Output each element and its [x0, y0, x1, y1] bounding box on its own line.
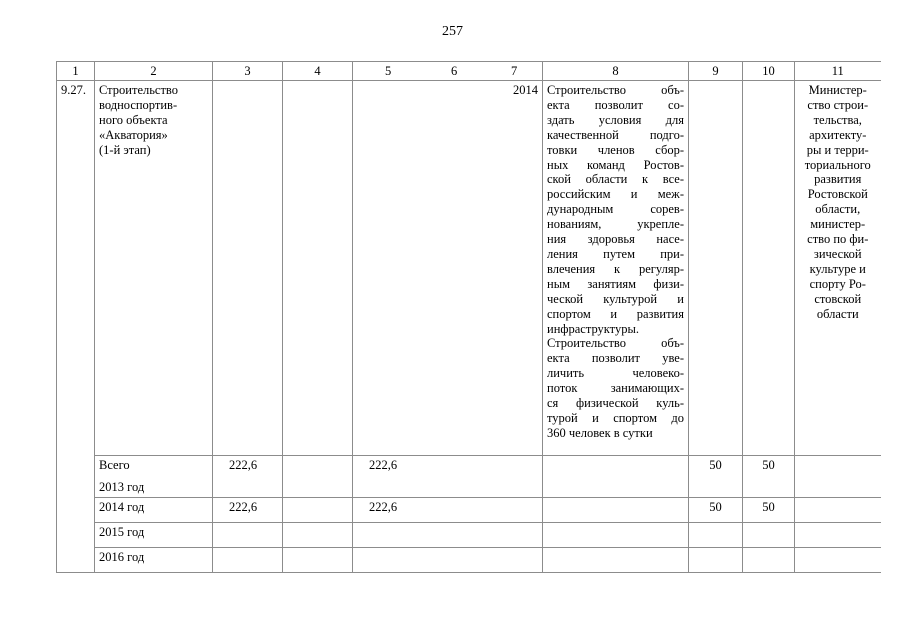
executor-line: Министер-: [808, 83, 867, 97]
expected-result-line: ской области к все-: [547, 172, 684, 187]
cell-c4: [283, 81, 353, 456]
y2014-c5: 222,6: [353, 497, 543, 522]
col-header-11: 11: [795, 62, 881, 81]
total-c4: [283, 456, 353, 498]
expected-result-line: личить человеко-: [547, 366, 684, 381]
y2015-c4: [283, 522, 353, 547]
y2014-c8: [543, 497, 689, 522]
y2015-c9: [689, 522, 743, 547]
y2016-c10: [743, 547, 795, 572]
expected-result-line: спортом и развития: [547, 306, 684, 321]
year-label-2015: 2015 год: [95, 522, 213, 547]
expected-result-line: влечения к регуляр-: [547, 261, 684, 276]
col-header-4: 4: [283, 62, 353, 81]
y2015-c11: [795, 522, 881, 547]
y2016-c4: [283, 547, 353, 572]
activity-name-line: ного объекта: [99, 112, 168, 127]
expected-result-line: ления путем при-: [547, 246, 684, 261]
y2015-c5: [353, 522, 543, 547]
y2016-c5: [353, 547, 543, 572]
activity-name-line: Строительство: [99, 83, 179, 97]
col-header-2: 2: [95, 62, 213, 81]
cell-c5-7: [353, 81, 543, 456]
expected-result-line: ным занятиям физи-: [547, 276, 684, 291]
finance-row-2016: [57, 547, 881, 572]
expected-result-line: поток занимающих-: [547, 381, 684, 396]
executor-line: архитекту-: [809, 127, 867, 142]
expected-result-line: ческой культурой и: [547, 291, 684, 306]
expected-result-line: 360 человек в сутки: [547, 425, 653, 440]
expected-result-line: турой и спортом до: [547, 410, 684, 425]
expected-result-line: ния здоровья насе-: [547, 232, 684, 247]
activity-row: [57, 81, 881, 456]
col-header-5: 5: [385, 64, 392, 78]
y2014-c9: 50: [689, 497, 743, 522]
expected-result-line: екта позволит уве-: [547, 351, 684, 366]
y2016-c8: [543, 547, 689, 572]
total-c9: 50: [689, 456, 743, 498]
activity-name-line: водноспортив-: [99, 97, 178, 112]
col-header-10: 10: [743, 62, 795, 81]
program-table: [56, 61, 881, 573]
total-c11: [795, 456, 881, 498]
col-header-8: 8: [543, 62, 689, 81]
expected-result-line: товки членов сбор-: [547, 142, 684, 157]
expected-result-line: российским и меж-: [547, 187, 684, 202]
expected-result-line: Строительство объ-: [547, 336, 684, 351]
executor-line: спорту Ро-: [809, 276, 866, 291]
expected-result-line: нованиям, укрепле-: [547, 217, 684, 232]
finance-row-2015: [57, 522, 881, 547]
total-c8: [543, 456, 689, 498]
executor-line: ство по фи-: [807, 232, 869, 247]
total-c5: 222,6: [353, 456, 543, 498]
y2014-c3: 222,6: [213, 497, 283, 522]
y2015-c3: [213, 522, 283, 547]
activity-name-line: (1-й этап): [99, 142, 151, 157]
year-label-2013: 2013 год: [99, 479, 145, 494]
executor-line: культуре и: [809, 261, 866, 276]
executor-line: развития: [814, 172, 862, 187]
executor-line: зической: [813, 246, 862, 261]
cell-c9: [689, 81, 743, 456]
cell-c10: [743, 81, 795, 456]
year-label-2016: 2016 год: [95, 547, 213, 572]
executor-line: стовской: [814, 291, 862, 306]
y2016-c11: [795, 547, 881, 572]
expected-result-line: дународным сорев-: [547, 202, 684, 217]
expected-result: [543, 81, 689, 456]
y2016-c3: [213, 547, 283, 572]
col-header-7: 7: [511, 64, 518, 78]
page-number: 257: [442, 24, 463, 39]
expected-result-line: ных команд Ростов-: [547, 157, 684, 172]
expected-result-line: инфраструктуры.: [547, 321, 640, 336]
y2014-c10: 50: [743, 497, 795, 522]
y2015-c8: [543, 522, 689, 547]
expected-result-line: здать условия для: [547, 112, 684, 127]
executor-line: ство строи-: [807, 97, 869, 112]
y2014-c4: [283, 497, 353, 522]
total-c10: 50: [743, 456, 795, 498]
executor-line: области: [816, 306, 859, 321]
y2014-c11: [795, 497, 881, 522]
finance-row-2014: [57, 497, 881, 522]
finance-total-row: [57, 456, 881, 498]
total-c3: 222,6: [213, 456, 283, 498]
activity-name-line: «Акватория»: [99, 127, 168, 142]
executor-line: области,: [815, 202, 861, 217]
col-header-6: 6: [451, 64, 458, 78]
col-header-5-7: [353, 62, 543, 81]
total-label-cell: [95, 456, 213, 498]
col-header-1: 1: [57, 62, 95, 81]
total-label: Всего: [99, 458, 130, 472]
cell-c3: [213, 81, 283, 456]
expected-result-line: екта позволит со-: [547, 97, 684, 112]
col-header-3: 3: [213, 62, 283, 81]
executor-line: тельства,: [813, 112, 862, 127]
row-number: 9.27.: [57, 81, 95, 573]
y2016-c9: [689, 547, 743, 572]
executor-line: Ростовской: [807, 187, 868, 202]
col-header-9: 9: [689, 62, 743, 81]
expected-result-line: качественной подго-: [547, 127, 684, 142]
responsible-executor: [795, 81, 881, 456]
year-label-2014: 2014 год: [95, 497, 213, 522]
expected-result-line: ся физической куль-: [547, 396, 684, 411]
expected-result-line: Строительство объ-: [547, 83, 684, 97]
executor-line: ториального: [804, 157, 871, 172]
completion-year: 2014: [513, 83, 538, 97]
activity-name: [95, 81, 213, 456]
column-number-row: [57, 62, 881, 81]
executor-line: ры и терри-: [806, 142, 869, 157]
y2015-c10: [743, 522, 795, 547]
executor-line: министер-: [810, 217, 866, 232]
